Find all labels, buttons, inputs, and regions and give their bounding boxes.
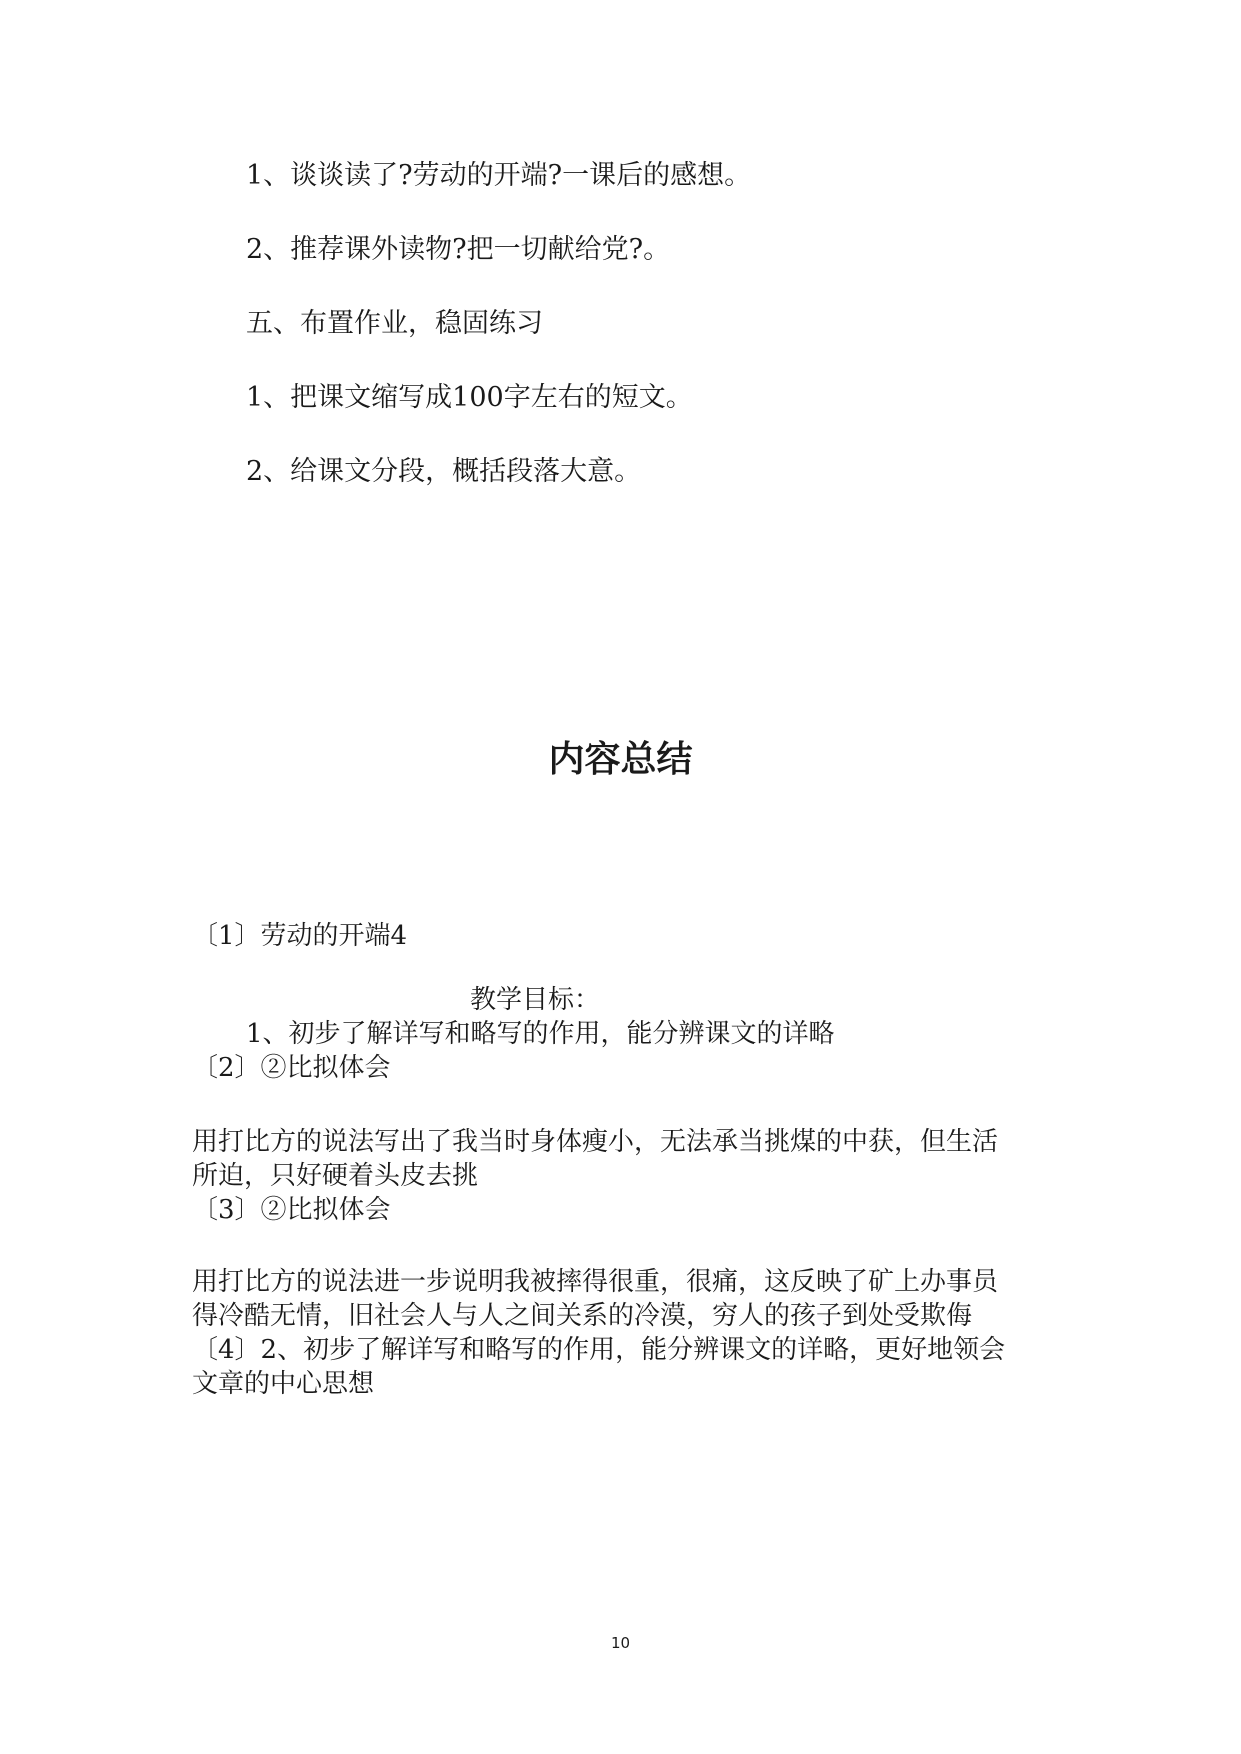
summary-paragraph-2b: 所迫，只好硬着头皮去挑 <box>192 1161 479 1191</box>
summary-line-4a: 〔4〕2、初步了解详写和略写的作用，能分辨课文的详略，更好地领会 <box>192 1335 1006 1365</box>
summary-heading: 内容总结 <box>548 739 693 780</box>
lesson-item-2: 2、推荐课外读物?把一切献给党?。 <box>246 234 671 265</box>
summary-line-objective-1: 1、初步了解详写和略写的作用，能分辨课文的详略 <box>246 1019 835 1049</box>
summary-paragraph-2a: 用打比方的说法写出了我当时身体瘦小，无法承当挑煤的中获，但生活 <box>192 1127 999 1157</box>
summary-line-3: 〔3〕②比拟体会 <box>192 1195 391 1225</box>
summary-paragraph-3b: 得冷酷无情，旧社会人与人之间关系的冷漠，穷人的孩子到处受欺侮 <box>192 1301 973 1331</box>
lesson-item-3: 1、把课文缩写成100字左右的短文。 <box>246 382 693 413</box>
summary-line-objective-title: 教学目标： <box>470 985 601 1015</box>
section-heading-homework: 五、布置作业，稳固练习 <box>246 308 543 339</box>
summary-line-1: 〔1〕劳动的开端4 <box>192 921 408 951</box>
lesson-item-1: 1、谈谈读了?劳动的开端?一课后的感想。 <box>246 160 752 191</box>
page-number: 10 <box>610 1634 631 1652</box>
summary-line-2: 〔2〕②比拟体会 <box>192 1053 391 1083</box>
summary-line-4b: 文章的中心思想 <box>192 1369 375 1399</box>
summary-paragraph-3a: 用打比方的说法进一步说明我被摔得很重，很痛，这反映了矿上办事员 <box>192 1267 999 1297</box>
lesson-item-4: 2、给课文分段，概括段落大意。 <box>246 456 642 487</box>
